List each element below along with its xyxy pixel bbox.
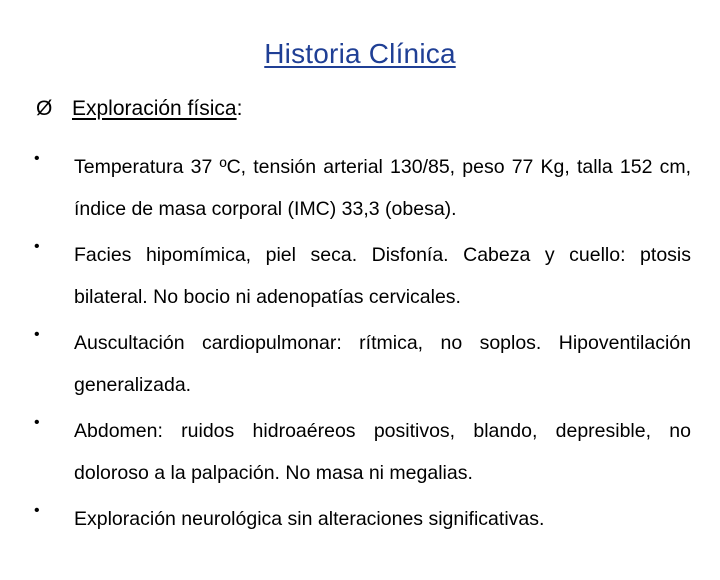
bullet-text: Facies hipomímica, piel seca. Disfonía. Cabeza y cuello: ptosis bilateral. No bocio ni adenopatías cervicales. [74,244,691,308]
section-label: Exploración física [72,97,237,120]
bullet-marker: • [34,502,40,519]
bullet-marker: • [34,326,40,343]
arrow-bullet-icon: Ø [36,97,53,120]
bullet-marker: • [34,414,40,431]
bullet-marker: • [34,238,40,255]
bullet-list [0,140,720,580]
bullet-text: Temperatura 37 ºC, tensión arterial 130/85, peso 77 Kg, talla 152 cm, índice de masa corporal (IMC) 33,3 (obesa). [74,156,691,220]
list-item [0,228,720,316]
list-item [0,140,720,228]
slide-title: Historia Clínica [264,38,456,69]
list-item [0,404,720,492]
bullet-marker: • [34,150,40,167]
bullet-text: Auscultación cardiopulmonar: rítmica, no soplos. Hipoventilación generalizada. [74,332,691,396]
section-heading [36,96,242,122]
bullet-text: Exploración neurológica sin alteraciones significativas. [74,508,545,530]
bullet-text: Abdomen: ruidos hidroaéreos positivos, blando, depresible, no doloroso a la palpación. No masa ni megalias. [74,420,691,484]
list-item [0,316,720,404]
section-colon: : [236,97,243,120]
list-item [0,492,720,580]
